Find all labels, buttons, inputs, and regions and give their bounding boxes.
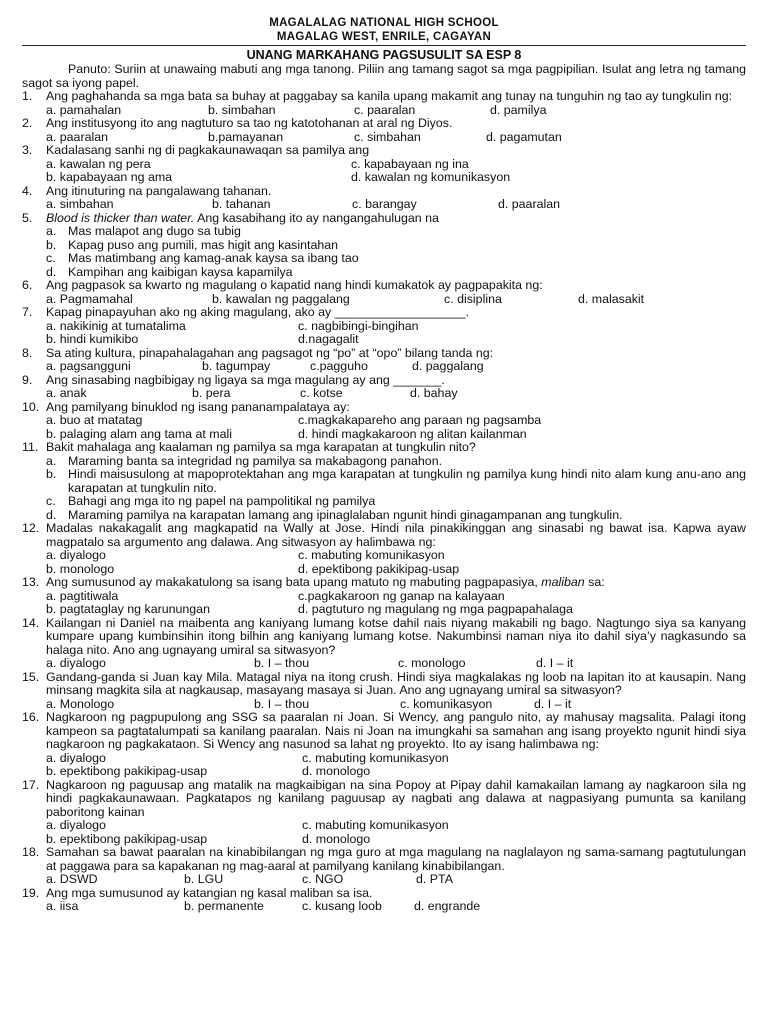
- options-q15: [46, 698, 746, 712]
- option-b: b. epektibong pakikipag-usap: [46, 831, 208, 846]
- option-b: b. kawalan ng paggalang: [212, 291, 350, 306]
- option-c: c.pagguho: [310, 359, 368, 373]
- emphasis-word: maliban: [541, 575, 585, 589]
- option-c: c. nagbibingi-bingihan: [298, 318, 419, 333]
- question-18: 18. Samahan sa bawat paaralan na kinabibilangan ng mga guro at mga magulang na naglalayon ng sama-samang pagtutulungan at paggawa para sa kapakanan ng mag-aaral at pamilyang kanilang kinabibilangan.: [22, 845, 746, 873]
- options-q7-row2: [46, 333, 746, 347]
- option-b: b. hindi kumikibo: [46, 332, 139, 346]
- option-b: b. Kapag puso ang pumili, mas higit ang kasintahan: [46, 237, 339, 252]
- option-d: d. I – it: [534, 696, 572, 711]
- question-text: Ang pagpasok sa kwarto ng magulang o kapatid nang hindi kumakatok ay pagpapakita ng:: [46, 278, 543, 292]
- question-text: Ang paghahanda sa mga bata sa buhay at paggabay sa kanila upang makamit ang tunay na tunguhin ng tao ay tungkulin ng:: [46, 89, 733, 103]
- option-c: c. kotse: [300, 386, 343, 400]
- option-b: b. I – thou: [254, 656, 310, 670]
- option-d: d. PTA: [416, 872, 453, 886]
- question-16: 16. Nagkaroon ng pagpupulong ang SSG sa paaralan ni Joan. Si Wency, ang pangulo nito, ay mahusay magsalita. Palagi itong kampeon sa pagtatalumpati sa kanilang paaralan. Nais ni Joan na imungkahi sa samahan ang isang proyekto ngunit hindi siya nagkaroon ng pagkakataon. Si Wency ang nasunod sa lahat ng proyekto. Ito ay isang halimbawa ng:: [22, 710, 746, 751]
- option-d: d. engrande: [414, 899, 481, 913]
- option-b: b. palaging alam ang tama at mali: [46, 426, 232, 441]
- question-2: 2. Ang institusyong ito ang nagtuturo sa tao ng katotohanan at aral ng Diyos.: [22, 116, 453, 130]
- option-b: b. pera: [192, 386, 231, 400]
- question-13: 13. Ang sumusunod ay makakatulong sa isang bata upang matuto ng mabuting pagpapasiya, maliban sa:: [22, 575, 605, 589]
- question-8: 8. Sa ating kultura, pinapahalagahan ang pagsagot ng “po” at “opo” bilang tanda ng:: [22, 345, 494, 360]
- option-c: c. disiplina: [444, 291, 502, 306]
- question-19: 19. Ang mga sumusunod ay katangian ng kasal maliban sa isa.: [22, 885, 373, 900]
- option-a: a. diyalogo: [46, 750, 106, 765]
- options-q9: [46, 387, 746, 401]
- options-q8: [46, 360, 746, 374]
- question-text: Madalas nakakagalit ang magkapatid na Wally at Jose. Hindi nila pinakikinggan ang sinasabi ng bawat isa. Kapwa ayaw magpatalo sa argumento ang dalawa. Ang sitwasyon ay halimbawa ng:: [46, 521, 746, 549]
- option-d: d. Maraming pamilya na karapatan lamang ang ipinaglalaban ngunit hindi ginagampanan ang tungkulin.: [46, 507, 623, 522]
- options-q1: [46, 104, 746, 118]
- question-6: 6. Ang pagpasok sa kwarto ng magulang o kapatid nang hindi kumakatok ay pagpapakita ng:: [22, 278, 543, 292]
- option-a: a. anak: [46, 386, 87, 400]
- question-text: Kadalasang sanhi ng di pagkakaunawaqan sa pamilya ang: [46, 143, 370, 157]
- options-q12-row2: [46, 563, 746, 577]
- option-c: c. barangay: [352, 197, 417, 211]
- options-q16-row2: [46, 765, 746, 779]
- options-q7-row1: [46, 320, 746, 334]
- question-15: 15. Gandang-ganda si Juan kay Mila. Matagal niya na itong crush. Hindi siya magkalakas ng loob na lapitan ito at kausapin. Nang minsang magkita sila at nagkausap, masayang masaya si Juan. Ano ang ugnayang umiral sa sitwasyon?: [22, 669, 746, 697]
- question-3: 3. Kadalasang sanhi ng di pagkakaunawaqan sa pamilya ang: [22, 143, 370, 157]
- option-d: d. Kampihan ang kaibigan kaysa kapamilya: [46, 264, 293, 279]
- option-a: a. DSWD: [46, 872, 98, 886]
- option-a: a. kawalan ng pera: [46, 156, 151, 171]
- option-a: a. Monologo: [46, 696, 115, 711]
- school-address: MAGALAG WEST, ENRILE, CAGAYAN: [276, 31, 492, 43]
- option-c: c. komunikasyon: [400, 696, 493, 711]
- option-a: a. pagsangguni: [46, 359, 131, 373]
- option-a: a. iisa: [46, 899, 79, 913]
- option-b: b. epektibong pakikipag-usap: [46, 764, 208, 778]
- question-text: Ang itinuturing na pangalawang tahanan.: [46, 183, 272, 198]
- option-a: a. nakikinig at tumatalima: [46, 318, 186, 333]
- options-q12-row1: [46, 549, 746, 563]
- options-q13-row1: [46, 590, 746, 604]
- options-q6: [46, 293, 746, 307]
- question-12: 12. Madalas nakakagalit ang magkapatid na Wally at Jose. Hindi nila pinakikinggan ang sinasabi ng bawat isa. Kapwa ayaw magpatalo sa argumento ang dalawa. Ang sitwasyon ay halimbawa ng:: [22, 521, 746, 549]
- option-c: c. mabuting komunikasyon: [298, 548, 445, 562]
- option-b: b. I – thou: [254, 696, 310, 711]
- option-b: b. simbahan: [208, 102, 276, 117]
- option-a: a. buo at matatag: [46, 413, 143, 427]
- question-11: 11. Bakit mahalaga ang kaalaman ng pamilya sa mga karapatan at tungkulin nito?: [22, 440, 476, 454]
- option-b: b. Hindi maisusulong at mapoprotektahan ang mga karapatan at tungkulin ng pamilya kung hindi nito alam kung anu-ano ang karapatan at tungkulin nito.: [46, 467, 746, 495]
- question-text: Sa ating kultura, pinapahalagahan ang pagsagot ng “po” at “opo” bilang tanda ng:: [46, 345, 494, 360]
- option-a: a. pagtitiwala: [46, 588, 119, 603]
- exam-title: UNANG MARKAHANG PAGSUSULIT SA ESP 8: [246, 48, 522, 62]
- question-text: Nagkaroon ng paguusap ang matalik na magkaibigan na sina Popoy at Pipay dahil kamakailan lamang ay nagkaroon sila ng hindi pagkakaunawaan. Pagkatapos ng kanilang paguusap ay nagbati ang dalawa at nagpasiyang pumunta sa kanilang paboritong kainan: [46, 777, 746, 819]
- option-d: d. bahay: [410, 386, 458, 400]
- options-q11: [46, 455, 746, 523]
- option-b: b. tahanan: [212, 197, 271, 211]
- option-c: c. kusang loob: [302, 899, 382, 913]
- question-text: Samahan sa bawat paaralan na kinabibilangan ng mga guro at mga magulang na naglalayon ng sama-samang pagtutulungan at paggawa para sa kapakanan ng mag-aaral at pamilyang kanilang kinabibilangan.: [46, 845, 746, 873]
- question-14: 14. Kailangan ni Daniel na maibenta ang kaniyang lumang kotse dahil nais niyang makabili ng bago. Nagtungo siya sa kanyang kumpare upang kumbinsihin itong bilhin ang kaniyang lumang kotse. Nakumbinsi naman niya ito dahil siya’y nagkasundo sa halaga nito. Ano ang ugnayang umiral sa sitwasyon?: [22, 615, 746, 657]
- options-q14: [46, 657, 746, 671]
- option-d: d. paaralan: [498, 197, 561, 211]
- question-text: Ang kasabihang ito ay nangangahulugan na: [194, 210, 439, 225]
- question-text: Kailangan ni Daniel na maibenta ang kaniyang lumang kotse dahil nais niyang makabili ng bago. Nagtungo siya sa kanyang kumpare upang kumbinsihin itong bilhin ang kaniyang lumang kotse. Nakumbinsi naman niya ito dahil siya’y nagkasundo sa halaga nito. Ano ang ugnayang umiral sa sitwasyon?: [46, 615, 746, 657]
- question-text: Bakit mahalaga ang kaalaman ng pamilya sa mga karapatan at tungkulin nito?: [46, 440, 476, 454]
- options-q16-row1: [46, 752, 746, 766]
- option-d: d.nagagalit: [298, 332, 359, 346]
- option-a: a. pamahalan: [46, 102, 122, 117]
- school-name: MAGALALAG NATIONAL HIGH SCHOOL: [269, 17, 499, 29]
- option-c: c. monologo: [398, 656, 466, 670]
- question-17: 17. Nagkaroon ng paguusap ang matalik na magkaibigan na sina Popoy at Pipay dahil kamakailan lamang ay nagkaroon sila ng hindi pagkakaunawaan. Pagkatapos ng kanilang paguusap ay nagbati ang dalawa at nagpasiyang pumunta sa kanilang paboritong kainan: [22, 777, 746, 819]
- option-c: c. NGO: [302, 872, 344, 886]
- options-q4: [46, 198, 746, 212]
- option-b: b. tagumpay: [202, 359, 271, 373]
- question-text: Ang institusyong ito ang nagtuturo sa tao ng katotohanan at aral ng Diyos.: [46, 116, 453, 130]
- question-7: 7. Kapag pinapayuhan ako ng aking magulang, ako ay ___________________.: [22, 305, 470, 319]
- option-d: d. epektibong pakikipag-usap: [298, 561, 460, 576]
- option-c: c. mabuting komunikasyon: [302, 818, 449, 832]
- option-c: c. Mas matimbang ang kamag-anak kaysa sa ibang tao: [46, 251, 359, 265]
- options-q2: [46, 131, 746, 145]
- option-c: c. kapabayaan ng ina: [351, 156, 469, 171]
- options-q10-row1: [46, 414, 746, 428]
- option-d: d. pagamutan: [486, 129, 562, 144]
- option-d: d. malasakit: [578, 291, 645, 306]
- options-q19: [46, 900, 746, 914]
- question-10: 10. Ang pamilyang binuklod ng isang pananampalataya ay:: [22, 399, 350, 414]
- option-a: a. diyalogo: [46, 656, 106, 670]
- option-b: b. permanente: [184, 899, 264, 913]
- option-c: c.pagkakaroon ng ganap na kalayaan: [298, 588, 505, 603]
- option-c: c. simbahan: [354, 129, 421, 144]
- option-b: b.pamayanan: [208, 129, 284, 144]
- header-divider: [22, 45, 746, 46]
- option-a: a. simbahan: [46, 197, 114, 211]
- option-d: d. I – it: [536, 656, 574, 670]
- option-c: c. Bahagi ang mga ito ng papel na pampolitikal ng pamilya: [46, 494, 376, 508]
- options-q17-row2: [46, 833, 746, 847]
- options-q17-row1: [46, 819, 746, 833]
- option-d: d. paggalang: [412, 359, 484, 373]
- options-q3-row1: [46, 158, 746, 172]
- option-a: a. Pagmamahal: [46, 291, 133, 306]
- question-5: 5. Blood is thicker than water. Ang kasabihang ito ay nangangahulugan na: [22, 210, 439, 225]
- option-d: d. pagtuturo ng magulang ng mga pagpapahalaga: [298, 602, 573, 616]
- question-text: Ang sinasabing nagbibigay ng ligaya sa mga magulang ay ang _______.: [46, 372, 445, 387]
- option-a: a. Maraming banta sa integridad ng pamilya sa makabagong panahon.: [46, 453, 443, 468]
- options-q18: [46, 873, 746, 887]
- question-text: Kapag pinapayuhan ako ng aking magulang, ako ay ___________________.: [46, 305, 470, 319]
- options-q5: [46, 225, 746, 279]
- option-b: b. LGU: [184, 872, 224, 886]
- question-text: Gandang-ganda si Juan kay Mila. Matagal niya na itong crush. Hindi siya magkalakas ng loob na lapitan ito at kausapin. Nang minsang magkita sila at nagkausap, masayang masaya si Juan. Ano ang ugnayang umiral sa sitwasyon?: [46, 669, 746, 697]
- option-d: d. monologo: [302, 764, 371, 778]
- instructions: Panuto: Suriin at unawaing mabuti ang mga tanong. Piliin ang tamang sagot sa mga pagpipilian. Isulat ang letra ng tamang sagot sa iyong papel.: [22, 62, 746, 90]
- options-q3-row2: [46, 171, 746, 185]
- option-c: c. paaralan: [354, 102, 416, 117]
- option-a: a. Mas malapot ang dugo sa tubig: [46, 224, 241, 238]
- question-text: Nagkaroon ng pagpupulong ang SSG sa paaralan ni Joan. Si Wency, ang pangulo nito, ay mahusay magsalita. Palagi itong kampeon sa pagtatalumpati sa kanilang paaralan. Nais ni Joan na imungkahi sa samahan ang isang proyekto ngunit hindi siya nagkaroon ng pagkakataon. Si Wency ang nasunod sa lahat ng proyekto. Ito ay isang halimbawa ng:: [46, 710, 746, 751]
- option-c: c.magkakapareho ang paraan ng pagsamba: [298, 413, 542, 427]
- question-text: Ang pamilyang binuklod ng isang pananampalataya ay:: [46, 399, 350, 414]
- option-b: b. monologo: [46, 561, 115, 576]
- option-b: b. kapabayaan ng ama: [46, 170, 173, 184]
- question-text: Ang sumusunod ay makakatulong sa isang bata upang matuto ng mabuting pagpapasiya,: [46, 575, 542, 589]
- option-d: d. monologo: [302, 831, 371, 846]
- question-text: Ang mga sumusunod ay katangian ng kasal maliban sa isa.: [46, 885, 373, 900]
- option-a: a. diyalogo: [46, 548, 106, 562]
- option-b: b. pagtataglay ng karunungan: [46, 602, 210, 616]
- question-4: 4. Ang itinuturing na pangalawang tahanan.: [22, 183, 272, 198]
- options-q13-row2: [46, 603, 746, 617]
- option-a: a. diyalogo: [46, 818, 106, 832]
- options-q10-row2: [46, 428, 746, 442]
- question-9: 9. Ang sinasabing nagbibigay ng ligaya sa mga magulang ay ang _______.: [22, 372, 445, 387]
- question-1: 1. Ang paghahanda sa mga bata sa buhay at paggabay sa kanila upang makamit ang tunay na tunguhin ng tao ay tungkulin ng:: [22, 89, 733, 103]
- option-d: d. kawalan ng komunikasyon: [351, 170, 511, 184]
- option-d: d. hindi magkakaroon ng alitan kailanman: [298, 426, 527, 441]
- proverb: Blood is thicker than water.: [46, 210, 195, 225]
- option-d: d. pamilya: [490, 102, 547, 117]
- option-a: a. paaralan: [46, 129, 109, 144]
- option-c: c. mabuting komunikasyon: [302, 750, 449, 765]
